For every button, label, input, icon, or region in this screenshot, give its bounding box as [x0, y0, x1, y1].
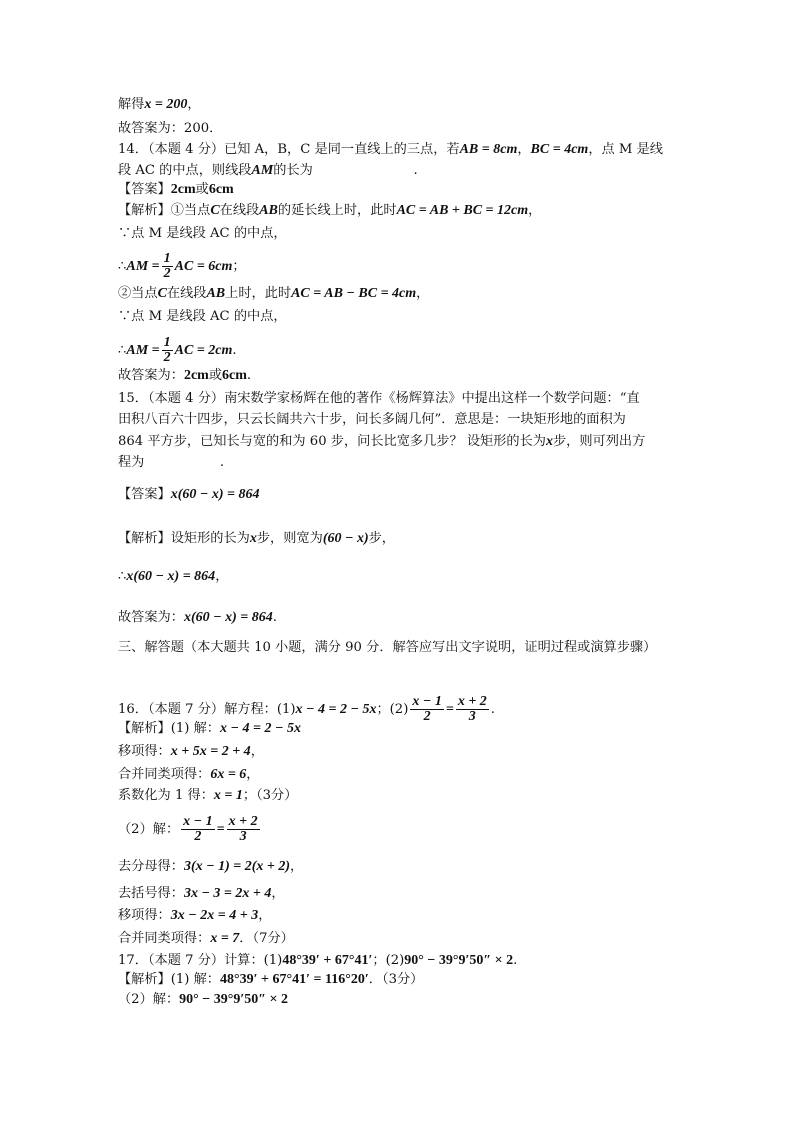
fraction-denominator: 2 — [194, 829, 202, 844]
math-expression: AM = — [126, 343, 160, 358]
text-run: 在线段 — [219, 203, 260, 218]
text-run: . — [232, 343, 237, 358]
text-run: 的延长线上时，此时 — [277, 203, 397, 218]
text-run: 去括号得： — [118, 886, 184, 901]
line-q17-analysis-1 — [118, 971, 423, 989]
line-q14-analysis-2 — [118, 225, 287, 243]
math-expression: = — [216, 822, 225, 837]
line-answer-200 — [118, 120, 222, 138]
fraction-denominator: 2 — [163, 266, 171, 281]
math-expression: 3x − 2x = 4 + 3 — [170, 908, 259, 923]
fraction — [162, 252, 173, 281]
math-expression: AC = 6cm — [174, 259, 233, 274]
text-run: ， — [528, 203, 542, 218]
math-expression: AB = 8cm — [459, 142, 518, 157]
text-run: . — [490, 702, 495, 717]
fraction — [181, 815, 214, 844]
text-run: 去分母得： — [118, 859, 184, 874]
text-run: 三、解答题（本大题共 10 小题，满分 90 分．解答应写出文字说明，证明过程或演算步骤） — [118, 640, 657, 655]
math-expression: 6cm — [222, 368, 247, 383]
text-run: ．（3分） — [368, 972, 424, 987]
math-expression: 2cm — [183, 368, 209, 383]
text-run: 【解析】设矩形的长为 — [118, 531, 250, 546]
line-q14-analysis-4 — [118, 285, 429, 303]
text-run: ②当点 — [118, 286, 158, 301]
text-run: ， — [416, 286, 430, 301]
fraction-numerator: 1 — [163, 335, 171, 350]
line-q14-stem — [118, 141, 663, 159]
text-run: ∴ — [118, 569, 127, 584]
text-run: 移项得： — [118, 908, 171, 923]
fraction-numerator: x − 1 — [412, 694, 442, 709]
math-expression: 48°39′ + 67°41′ — [282, 953, 373, 968]
text-run: 15．（本题 4 分）南宋数学家杨辉在他的著作《杨辉算法》中提出这样一个数学问题：“直 — [118, 391, 640, 406]
text-run: ；(2) — [376, 702, 409, 717]
text-run: ∵点 M 是线段 AC 的中点， — [118, 226, 287, 241]
line-q16-analysis-2 — [118, 743, 264, 761]
text-run: . — [272, 610, 277, 625]
text-run: . — [513, 953, 518, 968]
line-q15-answer — [118, 486, 260, 504]
text-run: 【解析】(1) 解： — [118, 721, 220, 736]
math-expression: x(60 − x) = 864 — [170, 487, 260, 502]
line-q14-analysis-6 — [118, 336, 237, 365]
line-q16-analysis-3 — [118, 766, 259, 784]
text-run: ．（7分） — [239, 931, 294, 946]
line-q16-analysis-5 — [118, 815, 262, 844]
line-q14-answer — [118, 181, 234, 199]
text-run: . — [246, 368, 252, 383]
line-answer-x — [118, 96, 201, 114]
text-run: ， — [290, 859, 304, 874]
line-q14-stem-2 — [118, 162, 418, 180]
text-run: 合并同类项得： — [118, 767, 211, 782]
math-expression: x — [249, 531, 257, 546]
text-run: ， — [517, 142, 531, 157]
math-expression: 48°39′ + 67°41′ = 116°20′ — [220, 972, 369, 987]
text-run: 段 AC 的中点，则线段 — [118, 163, 252, 178]
text-run: ；(2) — [372, 953, 405, 968]
text-run: ∴ — [118, 343, 127, 358]
text-run: 步， — [368, 531, 395, 546]
math-expression: C — [210, 203, 220, 218]
text-run: 864 平方步，已知长与宽的和为 60 步，问长比宽多几步？ 设矩形的长为 — [118, 434, 546, 449]
math-expression: 3x − 3 = 2x + 4 — [183, 886, 272, 901]
line-q14-analysis-3 — [118, 252, 246, 281]
text-run: 【解析】①当点 — [118, 203, 211, 218]
fraction — [456, 695, 489, 724]
math-expression: x + 5x = 2 + 4 — [170, 744, 251, 759]
text-run: ， — [187, 97, 201, 112]
text-run: 系数化为 1 得： — [118, 788, 214, 803]
text-run: 17．（本题 7 分）计算：(1) — [118, 953, 283, 968]
math-expression: x(60 − x) = 864 — [126, 569, 216, 584]
text-run: ， — [246, 767, 260, 782]
section-heading-3 — [118, 639, 656, 657]
text-run: 故答案为： — [118, 368, 184, 383]
line-q15-stem-4 — [118, 454, 224, 472]
math-expression: (60 − x) — [322, 531, 369, 546]
math-expression: x(60 − x) = 864 — [183, 610, 273, 625]
text-run: 或 — [208, 368, 223, 383]
line-q14-final — [118, 367, 251, 385]
text-run: 移项得： — [118, 744, 171, 759]
text-run: 田积八百六十四步，只云长阔共六十步，问长多阔几何”．意思是：一块矩形地的面积为 — [118, 412, 626, 427]
math-expression: AM = — [126, 259, 160, 274]
text-run: 14．（本题 4 分）已知 A，B，C 是同一直线上的三点，若 — [118, 142, 460, 157]
fraction-denominator: 2 — [163, 350, 171, 365]
fraction-denominator: 2 — [423, 709, 431, 724]
text-run: 步，则宽为 — [256, 531, 323, 546]
fraction-numerator: 1 — [163, 251, 171, 266]
text-run: 在线段 — [166, 286, 207, 301]
fraction-denominator: 3 — [239, 829, 247, 844]
line-q16-analysis-8 — [118, 907, 271, 925]
fraction-numerator: x + 2 — [457, 694, 487, 709]
math-expression: x − 4 = 2 − 5x — [220, 721, 301, 736]
math-expression: x = 1 — [213, 788, 243, 803]
math-expression: x — [545, 434, 553, 449]
fraction-numerator: x − 1 — [183, 814, 213, 829]
math-expression: x = 200 — [144, 97, 188, 112]
math-expression: AC = AB + BC = 12cm — [396, 203, 529, 218]
text-run: 16．（本题 7 分）解方程：(1) — [118, 702, 296, 717]
line-q15-stem-3 — [118, 433, 645, 451]
fraction — [410, 695, 443, 724]
text-run: ； — [232, 259, 246, 274]
math-expression: 2cm — [170, 182, 196, 197]
fraction — [162, 336, 173, 365]
text-run: 上时，此时 — [225, 286, 292, 301]
fraction-numerator: x + 2 — [228, 814, 258, 829]
text-run: ， — [271, 886, 285, 901]
math-expression: C — [157, 286, 167, 301]
text-run: ， — [258, 908, 272, 923]
text-run: （2）解： — [118, 822, 180, 837]
text-run: ；（3分） — [242, 788, 298, 803]
math-expression: 6cm — [208, 182, 234, 197]
text-run: 解得 — [118, 97, 145, 112]
line-q14-analysis-5 — [118, 308, 287, 326]
text-run: ， — [250, 744, 264, 759]
math-expression: AC = 2cm — [174, 343, 233, 358]
line-q16-analysis-6 — [118, 858, 303, 876]
line-q15-analysis-1 — [118, 530, 395, 548]
text-run: ， — [215, 569, 229, 584]
text-run: 的长为 — [273, 163, 313, 178]
text-run: 故答案为： — [118, 610, 184, 625]
text-run: 步，则可列出方 — [552, 434, 646, 449]
text-run: 故答案为：200． — [118, 121, 223, 136]
line-q16-analysis-1 — [118, 720, 301, 738]
text-run: 或 — [195, 182, 209, 197]
text-run: ，点 M 是线 — [588, 142, 663, 157]
math-expression: 3(x − 1) = 2(x + 2) — [183, 859, 291, 874]
math-expression: x − 4 = 2 − 5x — [295, 702, 377, 717]
line-q15-final — [118, 609, 277, 627]
line-q15-stem-2 — [118, 411, 626, 429]
text-run: . — [144, 455, 225, 470]
line-q16-analysis-9 — [118, 930, 294, 948]
math-expression: AB — [259, 203, 278, 218]
text-run: 【答案】 — [118, 487, 171, 502]
fraction-denominator: 3 — [468, 709, 476, 724]
math-expression: 90° − 39°9′50″ × 2 — [404, 953, 514, 968]
line-q15-analysis-2 — [118, 568, 228, 586]
text-run: 【解析】(1) 解： — [118, 972, 220, 987]
fraction — [227, 815, 260, 844]
math-expression: 6x = 6 — [210, 767, 247, 782]
math-expression: = — [445, 702, 454, 717]
text-run: 【答案】 — [118, 182, 171, 197]
line-q15-stem-1 — [118, 390, 640, 408]
math-expression: x = 7 — [210, 931, 240, 946]
text-run: ∵点 M 是线段 AC 的中点， — [118, 309, 287, 324]
line-q16-analysis-7 — [118, 885, 285, 903]
text-run: . — [312, 163, 418, 178]
line-q14-analysis-1 — [118, 202, 541, 220]
text-run: ∴ — [118, 259, 127, 274]
line-q17-stem — [118, 952, 517, 970]
text-run: （2）解： — [118, 992, 180, 1007]
text-run: 程为 — [118, 455, 145, 470]
math-expression: AC = AB − BC = 4cm — [291, 286, 417, 301]
math-expression: 90° − 39°9′50″ × 2 — [179, 992, 288, 1007]
line-q17-analysis-2 — [118, 991, 288, 1009]
math-expression: AM — [251, 163, 274, 178]
text-run: 合并同类项得： — [118, 931, 211, 946]
line-q16-analysis-4 — [118, 787, 297, 805]
math-expression: BC = 4cm — [530, 142, 589, 157]
math-expression: AB — [206, 286, 226, 301]
